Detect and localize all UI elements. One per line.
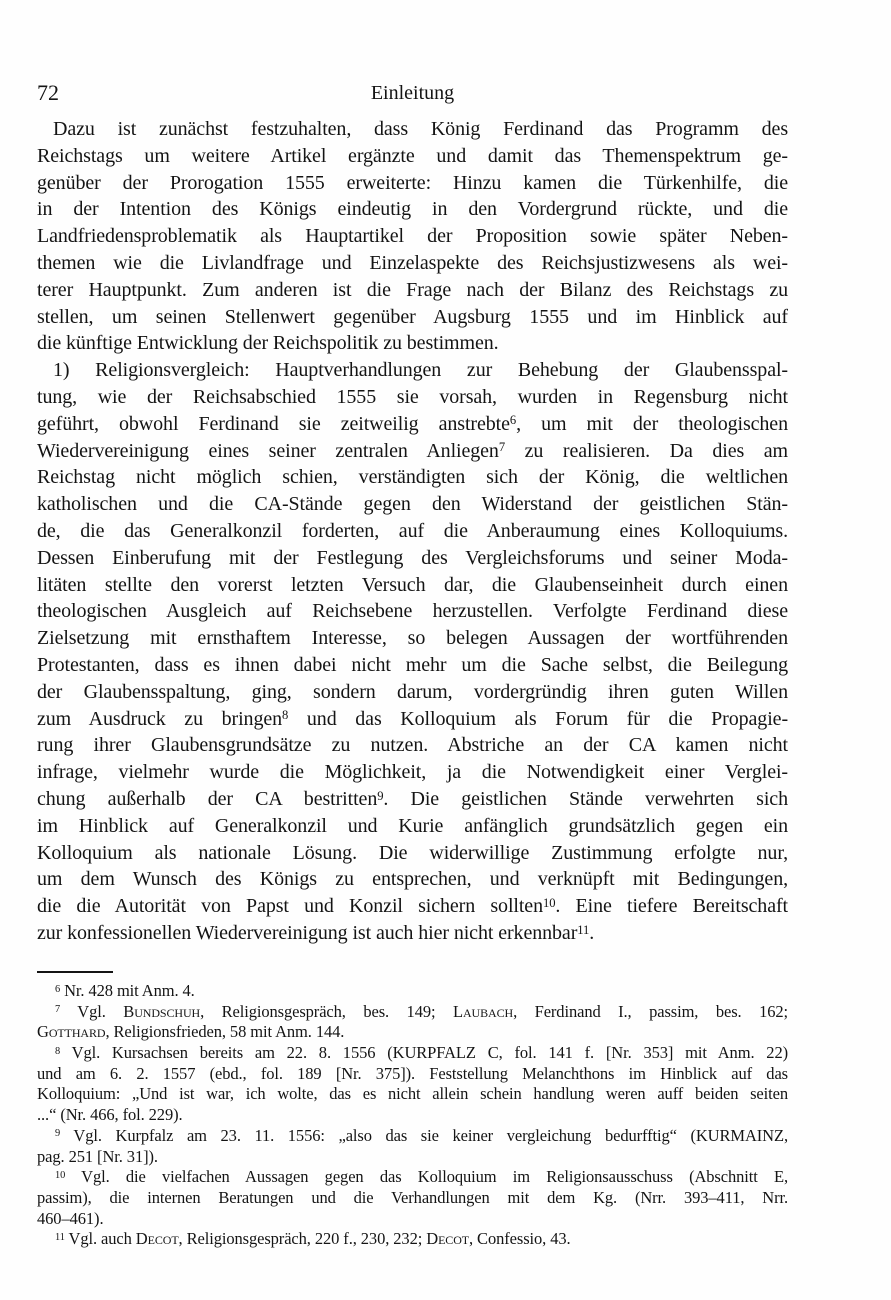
footnote-line: [37, 981, 788, 1002]
text-run: rung ihrer Glaubensgrundsätze zu nutzen. Abstriche an der CA kamen nicht: [37, 734, 788, 757]
text-run: stellen, um seinen Stellenwert gegenüber Augsburg 1555 und im Hinblick auf: [37, 305, 788, 328]
body-line: [37, 143, 788, 170]
footnote-line: [37, 1084, 788, 1105]
body-line: [37, 438, 788, 465]
body-line: [37, 491, 788, 518]
text-run: ...“ (Nr. 466, fol. 229).: [37, 1105, 183, 1125]
footnote-reference: 6: [509, 413, 517, 428]
footnote-line: [37, 1002, 788, 1023]
text-run: geführt, obwohl Ferdinand sie zeitweilig anstrebte: [37, 412, 510, 435]
text-run: Zielsetzung mit ernsthaftem Interesse, so belegen Aussagen der wortführenden: [37, 627, 788, 650]
footnote-reference: 7: [55, 1004, 61, 1016]
text-run: Vgl. Kurpfalz am 23. 11. 1556: „also das sie keiner vergleichung bedurfftig“ (KURMAINZ,: [60, 1125, 788, 1145]
text-run: themen wie die Livlandfrage und Einzelaspekte des Reichsjustizwesens als wei-: [37, 251, 788, 274]
footnote-reference: 11: [577, 922, 590, 937]
text-run: im Hinblick auf Generalkonzil und Kurie anfänglich grundsätzlich gegen ein: [37, 814, 788, 837]
text-run: 460–461).: [37, 1208, 104, 1228]
text-run: Vgl. auch: [64, 1229, 136, 1249]
text-run: . Eine tiefere Bereitschaft: [555, 895, 788, 918]
footnote-separator: [37, 971, 113, 973]
text-run: um dem Wunsch des Königs zu entsprechen, und verknüpft mit Bedingungen,: [37, 868, 788, 891]
text-run: und das Kolloquium als Forum für die Propagie-: [288, 707, 788, 730]
text-run: Protestanten, dass es ihnen dabei nicht mehr um die Sache selbst, die Beilegung: [37, 653, 788, 676]
text-run: , um mit der theologischen: [516, 412, 788, 435]
text-run: , Religionsfrieden, 58 mit Anm. 144.: [105, 1022, 345, 1042]
footnote-line: [37, 1229, 788, 1250]
text-run: der Glaubensspaltung, ging, sondern darum, vordergründig ihren guten Willen: [37, 680, 788, 703]
body-line: [37, 545, 788, 572]
footnote-reference: 8: [55, 1045, 61, 1057]
footnote-reference: 6: [55, 983, 61, 995]
text-run: Wiedervereinigung eines seiner zentralen Anliegen: [37, 439, 499, 462]
text-run: infrage, vielmehr wurde die Möglichkeit, ja die Notwendigkeit einer Verglei-: [37, 761, 788, 784]
text-run: de, die das Generalkonzil forderten, auf die Anberaumung eines Kolloquiums.: [37, 519, 788, 542]
text-run: theologischen Ausgleich auf Reichsebene herzustellen. Verfolgte Ferdinand diese: [37, 600, 788, 623]
body-line: [37, 223, 788, 250]
footnote-reference: 7: [498, 440, 506, 455]
small-caps-name: Laubach: [453, 1001, 514, 1021]
text-run: in der Intention des Königs eindeutig in den Vordergrund rückte, und die: [37, 198, 788, 221]
body-line: [37, 840, 788, 867]
body-line: [37, 170, 788, 197]
footnote-reference: 10: [543, 895, 556, 910]
body-line: [37, 304, 788, 331]
text-run: chung außerhalb der CA bestritten: [37, 787, 378, 810]
text-run: litäten stellte den vorerst letzten Versuch dar, die Glaubenseinheit durch einen: [37, 573, 788, 596]
text-run: Dessen Einberufung mit der Festlegung des Vergleichsforums und seiner Moda-: [37, 546, 788, 569]
footnote-reference: 8: [282, 708, 289, 723]
footnote-line: [37, 1147, 788, 1168]
text-run: katholischen und die CA-Stände gegen den Widerstand der geistlichen Stän-: [37, 493, 788, 516]
footnote-line: [37, 1105, 788, 1126]
text-run: .: [589, 921, 595, 944]
body-line: [37, 866, 788, 893]
body-text: [37, 116, 788, 947]
footnote-line: [37, 1167, 788, 1188]
text-run: Reichstag nicht möglich schien, verständigten sich der König, die weltlichen: [37, 466, 788, 489]
body-line: [37, 411, 788, 438]
small-caps-name: Decot: [135, 1229, 179, 1249]
text-run: passim), die internen Beratungen und die Verhandlungen mit dem Kg. (Nrr. 393–411, Nrr.: [37, 1187, 788, 1207]
body-line: [37, 759, 788, 786]
text-run: . Die geistlichen Stände verwehrten sich: [383, 787, 788, 810]
body-line: [37, 330, 788, 357]
text-run: 1) Religionsvergleich: Hauptverhandlungen zur Behebung der Glaubensspal-: [53, 359, 788, 382]
text-run: Vgl.: [60, 1001, 124, 1021]
footnote-line: [37, 1064, 788, 1085]
text-run: zu realisieren. Da dies am: [505, 439, 788, 462]
footnotes: [37, 981, 788, 1250]
text-run: zur konfessionellen Wiedervereinigung ist auch hier nicht erkennbar: [37, 921, 578, 944]
body-line: [37, 679, 788, 706]
body-line: [37, 357, 788, 384]
text-run: und am 6. 2. 1557 (ebd., fol. 189 [Nr. 375]). Feststellung Melanchthons im Hinblick auf das: [37, 1063, 788, 1083]
body-line: [37, 625, 788, 652]
text-run: die künftige Entwicklung der Reichspolitik zu bestimmen.: [37, 332, 499, 355]
footnote-line: [37, 1188, 788, 1209]
body-line: [37, 652, 788, 679]
page-header: [37, 80, 788, 106]
text-run: Vgl. Kursachsen bereits am 22. 8. 1556 (KURPFALZ C, fol. 141 f. [Nr. 353] mit Anm. 22): [60, 1043, 788, 1063]
body-line: [37, 706, 788, 733]
body-line: [37, 893, 788, 920]
body-line: [37, 813, 788, 840]
body-line: [37, 250, 788, 277]
running-head: Einleitung: [370, 82, 455, 104]
text-run: pag. 251 [Nr. 31]).: [37, 1146, 158, 1166]
footnote-line: [37, 1043, 788, 1064]
text-run: Kolloquium: „Und ist war, ich wolte, das es nicht allein schein handlung weren auff beiden seiten: [37, 1084, 788, 1104]
footnote-line: [37, 1209, 788, 1230]
body-line: [37, 518, 788, 545]
small-caps-name: Bundschuh: [123, 1001, 201, 1021]
footnote-line: [37, 1022, 788, 1043]
footnote-reference: 11: [55, 1231, 65, 1243]
text-run: Landfriedensproblematik als Hauptartikel der Proposition sowie später Neben-: [37, 225, 788, 248]
footnote-line: [37, 1126, 788, 1147]
body-line: [37, 384, 788, 411]
text-run: Kolloquium als nationale Lösung. Die widerwillige Zustimmung erfolgte nur,: [37, 841, 788, 864]
text-run: Nr. 428 mit Anm. 4.: [60, 981, 195, 1000]
text-run: Reichstags um weitere Artikel ergänzte und damit das Themenspektrum ge-: [37, 144, 788, 167]
body-line: [37, 116, 788, 143]
body-line: [37, 196, 788, 223]
small-caps-name: Decot: [426, 1229, 469, 1249]
body-line: [37, 598, 788, 625]
text-run: zum Ausdruck zu bringen: [37, 707, 283, 730]
text-run: Vgl. die vielfachen Aussagen gegen das Kolloquium im Religionsausschuss (Abschnitt E,: [65, 1167, 788, 1187]
body-line: [37, 920, 788, 947]
footnote-reference: 9: [55, 1128, 61, 1140]
footnote-reference: 10: [55, 1169, 66, 1181]
body-line: [37, 572, 788, 599]
text-run: Dazu ist zunächst festzuhalten, dass König Ferdinand das Programm des: [53, 118, 788, 140]
text-run: , Religionsgespräch, bes. 149;: [200, 1001, 454, 1021]
text-run: , Confessio, 43.: [469, 1229, 571, 1249]
text-run: , Ferdinand I., passim, bes. 162;: [513, 1001, 788, 1021]
body-line: [37, 732, 788, 759]
text-run: genüber der Prorogation 1555 erweiterte: Hinzu kamen die Türkenhilfe, die: [37, 171, 788, 194]
page-number: 72: [37, 80, 59, 105]
text-run: tung, wie der Reichsabschied 1555 sie vorsah, wurden in Regensburg nicht: [37, 385, 788, 408]
text-run: terer Hauptpunkt. Zum anderen ist die Frage nach der Bilanz des Reichstags zu: [37, 278, 788, 301]
body-line: [37, 277, 788, 304]
text-run: die die Autorität von Papst und Konzil sichern sollten: [37, 895, 543, 918]
text-run: , Religionsgespräch, 220 f., 230, 232;: [178, 1229, 427, 1249]
body-line: [37, 786, 788, 813]
small-caps-name: Gotthard: [37, 1022, 106, 1042]
body-line: [37, 464, 788, 491]
footnote-reference: 9: [377, 788, 384, 803]
